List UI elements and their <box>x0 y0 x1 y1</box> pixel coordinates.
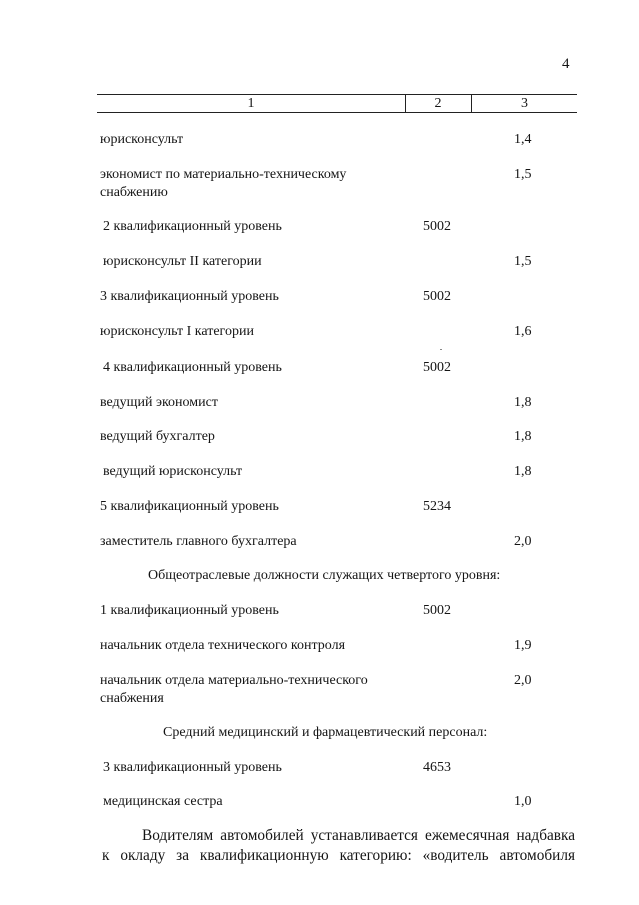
row-code: 5002 <box>423 219 451 234</box>
table-row <box>100 166 560 202</box>
row-coefficient: 1,5 <box>514 167 532 182</box>
section-heading-fourth-level: Общеотраслевые должности служащих четвертого уровня: <box>148 568 501 583</box>
table-row <box>100 602 560 620</box>
row-coefficient: 1,0 <box>514 794 532 809</box>
row-coefficient: 1,6 <box>514 324 532 339</box>
table-row <box>103 793 563 811</box>
row-name: заместитель главного бухгалтера <box>100 534 297 549</box>
table-row <box>103 463 563 481</box>
table-row <box>100 672 560 708</box>
row-name: 2 квалификационный уровень <box>103 219 282 234</box>
table-row <box>103 759 563 777</box>
table-row <box>103 253 563 271</box>
row-coefficient: 1,5 <box>514 254 532 269</box>
table-row <box>100 637 560 655</box>
table-row <box>100 131 560 149</box>
column-header-3: 3 <box>521 96 528 111</box>
table-row <box>100 533 560 551</box>
row-code: 5002 <box>423 289 451 304</box>
row-coefficient: 2,0 <box>514 534 532 549</box>
section-heading-medical: Средний медицинский и фармацевтический персонал: <box>163 725 488 740</box>
row-code: 5002 <box>423 603 451 618</box>
row-name: 1 квалификационный уровень <box>100 603 279 618</box>
row-name: экономист по материально-техническому снабжению <box>100 167 347 200</box>
row-code: 5234 <box>423 499 451 514</box>
row-name: начальник отдела материально-технического снабжения <box>100 673 368 706</box>
table-header <box>97 94 577 113</box>
row-coefficient: 2,0 <box>514 673 532 688</box>
body-paragraph <box>102 826 575 866</box>
row-name: юрисконсульт II категории <box>103 254 262 269</box>
scan-speck <box>440 349 442 350</box>
row-name: начальник отдела технического контроля <box>100 638 346 653</box>
column-header-1: 1 <box>97 95 406 112</box>
row-name: 3 квалификационный уровень <box>100 289 279 304</box>
row-coefficient: 1,8 <box>514 395 532 410</box>
table-row <box>100 394 560 412</box>
row-coefficient: 1,9 <box>514 638 532 653</box>
table-row <box>100 498 560 516</box>
table-row <box>100 323 560 341</box>
row-coefficient: 1,4 <box>514 132 532 147</box>
row-code: 4653 <box>423 760 451 775</box>
row-name: юрисконсульт I категории <box>100 324 254 339</box>
row-name: ведущий экономист <box>100 395 218 410</box>
row-name: 3 квалификационный уровень <box>103 760 282 775</box>
table-row <box>103 359 563 377</box>
row-name: ведущий юрисконсульт <box>103 464 243 479</box>
paragraph-line-1: Водителям автомобилей устанавливается ежемесячная надбавка <box>142 827 575 844</box>
row-name: ведущий бухгалтер <box>100 429 215 444</box>
table-row <box>100 288 560 306</box>
row-name: 4 квалификационный уровень <box>103 360 282 375</box>
column-header-2: 2 <box>405 95 472 112</box>
table-row <box>100 428 560 446</box>
row-code: 5002 <box>423 360 451 375</box>
row-name: медицинская сестра <box>103 794 223 809</box>
row-coefficient: 1,8 <box>514 429 532 444</box>
paragraph-line-2: к окладу за квалификационную категорию: «водитель автомобиля <box>102 847 575 864</box>
table-row <box>103 218 563 236</box>
page-number: 4 <box>562 56 570 72</box>
row-coefficient: 1,8 <box>514 464 532 479</box>
row-name: 5 квалификационный уровень <box>100 499 279 514</box>
row-name: юрисконсульт <box>100 132 184 147</box>
